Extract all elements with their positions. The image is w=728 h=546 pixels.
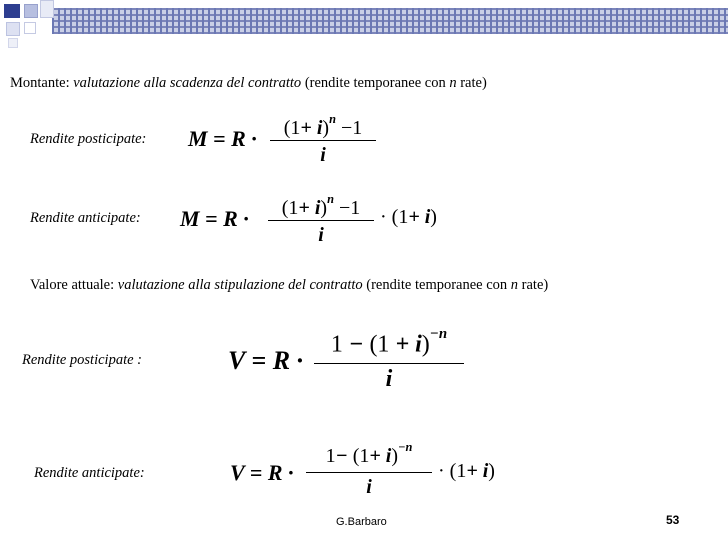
montante-n: n: [449, 75, 457, 91]
montante-prefix: Montante:: [10, 75, 74, 91]
montante-suffix: (rendite temporanee con: [301, 75, 450, 91]
valore-suffix-end: rate): [518, 277, 549, 293]
valore-suffix: (rendite temporanee con: [362, 277, 511, 293]
label-montante-anticipate: Rendite anticipate:: [30, 210, 141, 226]
decoration-square: [24, 22, 36, 34]
formula-numerator: $(1+ i)^n -1$: [283, 112, 363, 140]
formula-denominator: i: [385, 366, 393, 392]
label-valore-anticipate: Rendite anticipate:: [34, 465, 145, 481]
anticipate-factor: · (1+ i): [438, 460, 495, 482]
footer-author: G.Barbaro: [336, 516, 387, 528]
valore-prefix: Valore attuale:: [30, 277, 118, 293]
decoration-square: [4, 4, 20, 18]
formula-numerator: $1- (1+ i)^{-n}$: [325, 440, 413, 468]
formula-lhs: M = R ·: [188, 126, 257, 151]
fraction-bar: [268, 220, 374, 221]
formula-montante-posticipate: [188, 112, 388, 172]
formula-lhs: V = R ·: [228, 346, 304, 375]
formula-denominator: i: [318, 224, 324, 246]
fraction-bar: [270, 140, 376, 141]
decoration-square: [40, 0, 54, 18]
decoration-square: [24, 4, 38, 18]
formula-numerator: $(1+ i)^n -1$: [281, 192, 361, 220]
formula-valore-anticipate: [230, 440, 550, 510]
formula-lhs: M = R ·: [180, 206, 249, 231]
valore-attuale-heading: [30, 276, 548, 294]
valore-n: n: [510, 277, 519, 293]
fraction-bar: [314, 363, 464, 364]
header-decoration-band: [52, 8, 728, 34]
fraction-bar: [306, 472, 432, 473]
valore-description: valutazione alla stipulazione del contratto: [117, 277, 363, 293]
decoration-square: [8, 38, 18, 48]
formula-montante-anticipate: [180, 192, 480, 252]
formula-lhs: V = R ·: [230, 460, 294, 485]
formula-denominator: i: [320, 144, 326, 166]
label-montante-posticipate: Rendite posticipate:: [30, 131, 147, 147]
montante-suffix-end: rate): [456, 75, 487, 91]
anticipate-factor: · (1+ i): [380, 206, 437, 228]
formula-denominator: i: [366, 476, 372, 498]
page-number: 53: [666, 513, 680, 527]
formula-numerator: $1 - (1 + i)^{-n}$: [330, 326, 448, 358]
decoration-square: [6, 22, 20, 36]
label-valore-posticipate: Rendite posticipate :: [22, 352, 142, 368]
montante-heading: [10, 74, 487, 92]
formula-valore-posticipate: [228, 322, 488, 402]
montante-description: valutazione alla scadenza del contratto: [73, 75, 302, 91]
